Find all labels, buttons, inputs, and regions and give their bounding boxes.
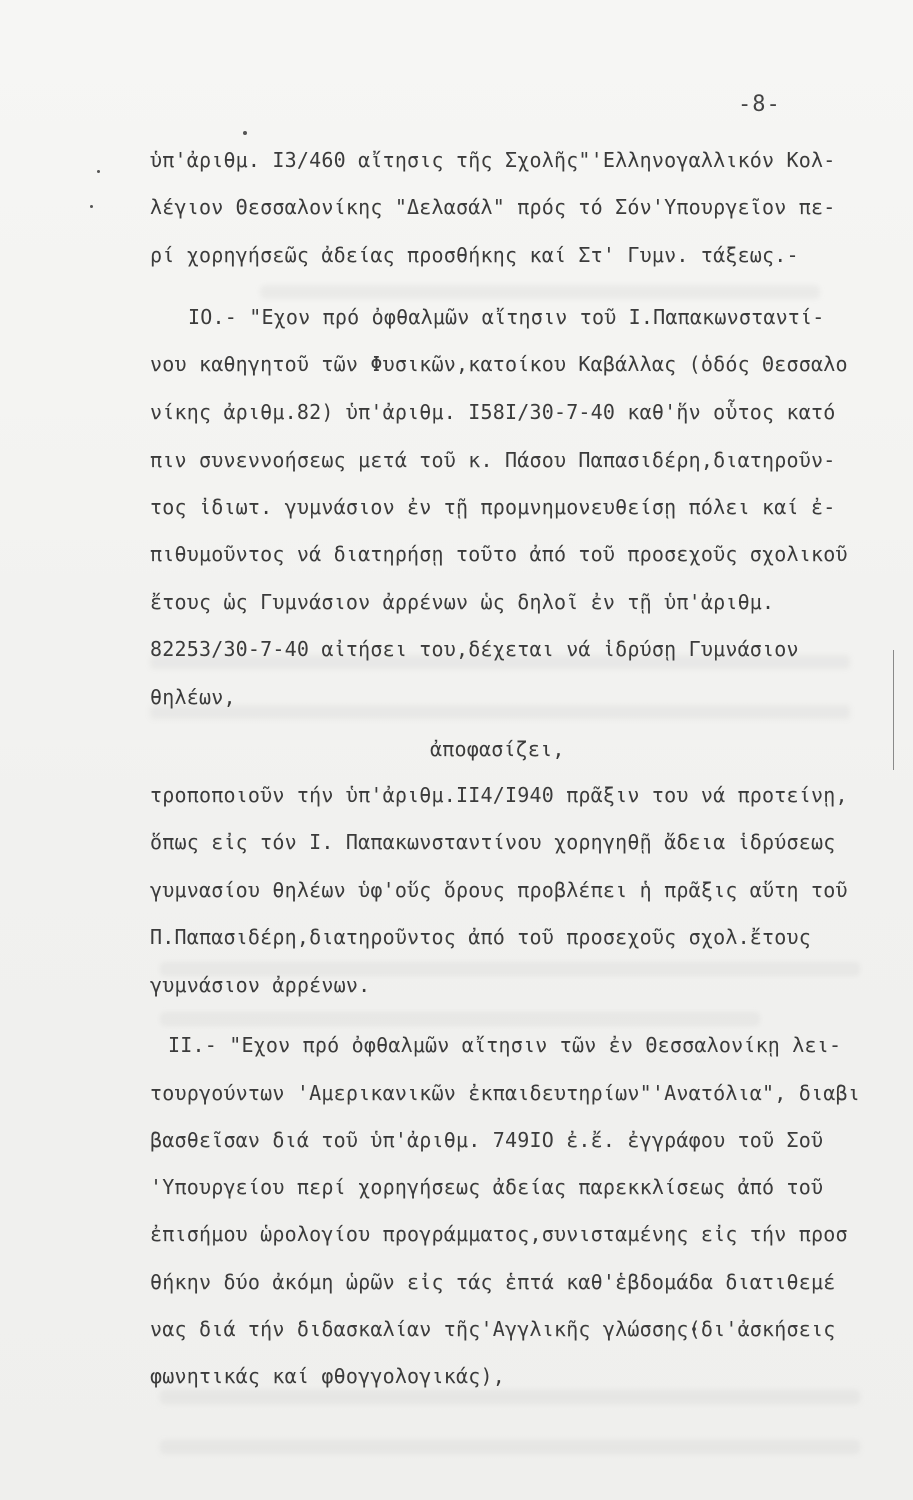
text-line: φωνητικάς καί φθογγολογικάς), xyxy=(150,1364,505,1388)
text-line: Π.Παπασιδέρη,διατηροῦντος ἀπό τοῦ προσεχοῦς σχολ.ἔτους xyxy=(150,925,812,949)
bleed-through xyxy=(150,705,850,719)
text-line: ἔτους ὡς Γυμνάσιον ἀρρένων ὡς δηλοῖ ἐν τῇ ὑπ'ἀριθμ. xyxy=(150,590,775,614)
ink-speck xyxy=(90,205,93,208)
ink-speck xyxy=(243,131,247,135)
bleed-through xyxy=(160,1390,860,1404)
text-line: γυμνάσιον ἀρρένων. xyxy=(150,973,371,997)
bleed-through xyxy=(260,285,820,299)
text-line: ρί χορηγήσεῶς ἀδείας προσθήκης καί Στ' Γυμν. τάξεως.- xyxy=(150,243,799,267)
text-line: λέγιον Θεσσαλονίκης "Δελασάλ" πρός τό Σόν'Υπουργεῖον πε- xyxy=(150,195,836,219)
text-line: ὑπ'ἀριθμ. I3/460 αἴτησις τῆς Σχολῆς"'Ελληνογαλλικόν Κολ- xyxy=(150,148,836,172)
text-line: τροποποιοῦν τήν ὑπ'ἀριθμ.II4/I940 πρᾶξιν του νά προτείνῃ, xyxy=(150,783,848,807)
text-line: θηλέων, xyxy=(150,685,236,709)
text-line: ἐπισήμου ὡρολογίου προγράμματος,συνισταμένης εἰς τήν προσ xyxy=(150,1222,848,1246)
bleed-through xyxy=(160,1012,760,1026)
heading-decides: ἀποφασίζει, xyxy=(430,737,565,761)
text-line: γυμνασίου θηλέων ὑφ'οὕς ὅρους προβλέπει ἡ πρᾶξις αὕτη τοῦ xyxy=(150,878,848,902)
margin-rule xyxy=(893,650,894,770)
text-line: νίκης ἀριθμ.82) ὑπ'ἀριθμ. I58I/30-7-40 καθ'ἥν οὗτος κατό xyxy=(150,400,836,424)
text-line: 'Υπουργείου περί χορηγήσεως ἀδείας παρεκκλίσεως ἀπό τοῦ xyxy=(150,1175,824,1199)
text-line: 82253/30-7-40 αἰτήσει του,δέχεται νά ἱδρύσῃ Γυμνάσιον xyxy=(150,637,799,661)
text-line: νας διά τήν διδασκαλίαν τῆς'Αγγλικῆς γλώσσης(δι'ἀσκήσεις xyxy=(150,1317,836,1341)
text-line: πιθυμοῦντος νά διατηρήσῃ τοῦτο ἀπό τοῦ προσεχοῦς σχολικοῦ xyxy=(150,542,848,566)
text-line: IO.- "Εχον πρό ὀφθαλμῶν αἴτησιν τοῦ Ι.Παπακωνσταντί- xyxy=(188,305,825,329)
text-line: νου καθηγητοῦ τῶν Φυσικῶν,κατοίκου Καβάλλας (ὁδός Θεσσαλο xyxy=(150,352,848,376)
text-line: II.- "Εχον πρό ὀφθαλμῶν αἴτησιν τῶν ἐν Θεσσαλονίκῃ λει- xyxy=(168,1033,842,1057)
ink-speck xyxy=(97,170,100,173)
text-line: πιν συνεννοήσεως μετά τοῦ κ. Πάσου Παπασιδέρη,διατηροῦν- xyxy=(150,448,836,472)
text-line: τουργούντων 'Αμερικανικῶν ἐκπαιδευτηρίων"'Ανατόλια", διαβι xyxy=(150,1081,860,1105)
text-line: θήκην δύο ἀκόμη ὡρῶν εἰς τάς ἑπτά καθ'ἑβδομάδα διατιθεμέ xyxy=(150,1270,836,1294)
page-number: -8- xyxy=(738,92,781,117)
bleed-through xyxy=(160,1440,860,1454)
text-line: βασθεῖσαν διά τοῦ ὑπ'ἀριθμ. 749IO ἐ.ἔ. ἐγγράφου τοῦ Σοῦ xyxy=(150,1128,824,1152)
text-line: τος ἰδιωτ. γυμνάσιον ἐν τῇ προμνημονευθείσῃ πόλει καί ἐ- xyxy=(150,495,836,519)
text-line: ὅπως εἰς τόν Ι. Παπακωνσταντίνου χορηγηθῇ ἄδεια ἱδρύσεως xyxy=(150,830,836,854)
